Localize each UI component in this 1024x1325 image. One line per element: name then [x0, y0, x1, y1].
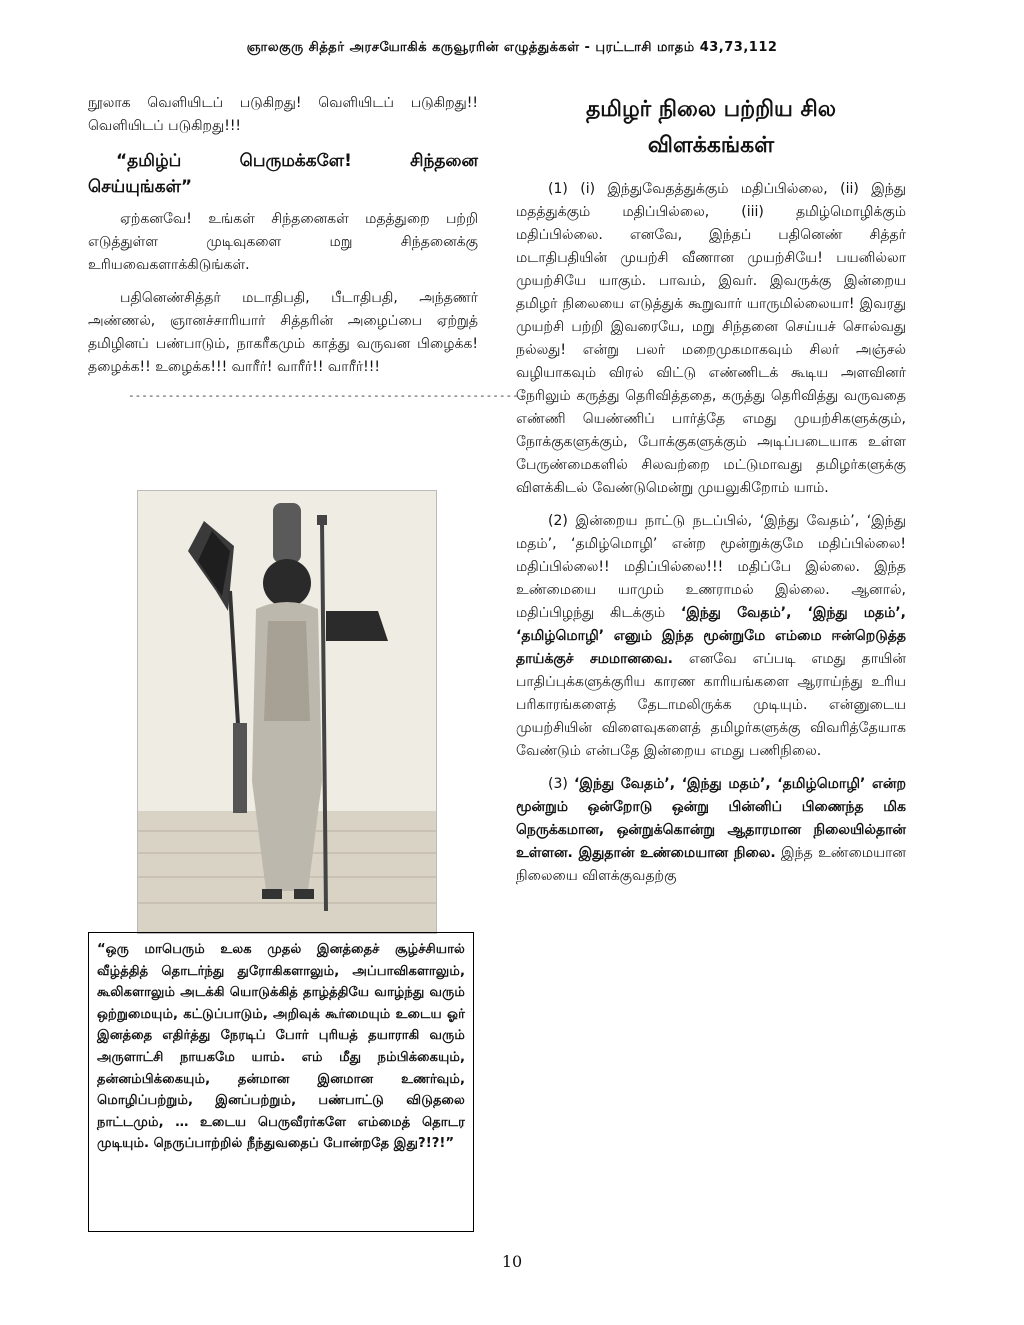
point-3-text-b: இந்த உண்மையான நிலையை விளக்குவதற்கு: [516, 845, 906, 884]
section-subheading: “தமிழ்ப் பெருமக்களே! சிந்தனை செய்யுங்கள்”: [88, 151, 478, 197]
left-column: [88, 92, 526, 402]
point-3-text-a: (3): [548, 776, 575, 792]
point-2-emphasis: ‘இந்து வேதம்’, ‘இந்து மதம்’, ‘தமிழ்மொழி’ எனும் இந்த மூன்றுமே எம்மை ஈன்றெடுத்த தாய்க்குச் சமமானவை.: [516, 605, 906, 667]
point-3-paragraph: [516, 773, 906, 888]
running-header: ஞாலகுரு சித்தர் அரசயோகிக் கருவூரரின் எழுத்துக்கள் - புரட்டாசி மாதம் 43,73,112: [246, 40, 778, 55]
article-title-line-1: தமிழர் நிலை பற்றிய சில: [585, 97, 837, 122]
body-paragraph-1: ஏற்கனவே! உங்கள் சிந்தனைகள் மதத்துறை பற்றி எடுத்துள்ள முடிவுகளை மறு சிந்தனைக்கு உரியவைகளாக்கிடுங்கள்.: [88, 211, 478, 273]
point-2-paragraph: [516, 510, 906, 763]
point-2-text-a: (2) இன்றைய நாட்டு நடப்பில், ‘இந்து வேதம்’, ‘இந்து மதம்’, ‘தமிழ்மொழி’ என்ற மூன்றுக்குமே மதிப்பில்லை! மதிப்பில்லை!! மதிப்பில்லை!!! மதிப்பே இல்லை. இந்த உண்மையை யாமும் உணராமல் இல்லை. ஆனால், மதிப்பிழந்து கிடக்கும்: [516, 513, 906, 621]
page-number: 10: [501, 1252, 523, 1271]
body-paragraph-2: பதினெண்சித்தர் மடாதிபதி, பீடாதிபதி, அந்தணர் அண்ணல், ஞானச்சாரியார் சித்தரின் அழைப்பை ஏற்றுத் தமிழினப் பண்பாடும், நாகரீகமும் காத்து வருவன பிழைக்க! தழைக்க!! உழைக்க!!! வாரீர்! வாரீர்!! வாரீர்!!!: [88, 290, 478, 375]
photo-illustration: [138, 491, 436, 933]
intro-paragraph: நூலாக வெளியிடப் படுகிறது! வெளியிடப் படுகிறது!! வெளியிடப் படுகிறது!!!: [88, 95, 478, 134]
photograph: [137, 490, 437, 934]
article-title: [516, 92, 906, 164]
point-2-text-b: எனவே எப்படி எமது தாயின் பாதிப்புக்களுக்குரிய காரண காரியங்களை ஆராய்ந்து உரிய பரிகாரங்களைத் தேடாமலிருக்க முடியும். என்னுடைய முயற்சியின் விளைவுகளைத் தமிழர்களுக்கு விவரித்தேயாக வேண்டும் என்பதே இன்றைய எமது பணிநிலை.: [516, 651, 906, 759]
point-1-paragraph: (1) (i) இந்துவேதத்துக்கும் மதிப்பில்லை, (ii) இந்து மதத்துக்கும் மதிப்பில்லை, (iii) தமிழ்மொழிக்கும் மதிப்பில்லை. எனவே, இந்தப் பதினெண் சித்தர் மடாதிபதியின் முயற்சி வீணான முயற்சியே! பயனில்லா முயற்சியே யாகும். பாவம், இவர். இவருக்கு இன்றைய தமிழர் நிலையை எடுத்துக் கூறுவார் யாருமில்லையா! இவரது முயற்சி பற்றி இவரையே, மறு சிந்தனை செய்யச் சொல்வது நல்லது! என்று பலர் மறைமுகமாகவும் சிலர் அஞ்சல் வழியாகவும் விரல் விட்டு எண்ணிடக் கூடிய அளவினர் நேரிலும் கருத்து தெரிவித்ததை, கருத்து தெரிவித்து வருவதை எண்ணி யெண்ணிப் பார்த்தே எமது முயற்சிகளுக்கும், நோக்குகளுக்கும், போக்குகளுக்கும் அடிப்படையாக உள்ள பேருண்மைகளில் சிலவற்றை மட்டுமாவது தமிழர்களுக்கு விளக்கிடல் வேண்டுமென்று முயலுகிறோம் யாம்.: [516, 181, 906, 496]
right-column: [516, 92, 906, 898]
divider-line: ------------------------------------------------------------: [128, 389, 526, 402]
point-3-emphasis: ‘இந்து வேதம்’, ‘இந்து மதம்’, ‘தமிழ்மொழி’ என்ற மூன்றும் ஒன்றோடு ஒன்று பின்னிப் பிணைந்த மிக நெருக்கமான, ஒன்றுக்கொன்று ஆதாரமான நிலையில்தான் உள்ளன. இதுதான் உண்மையான நிலை.: [516, 776, 906, 861]
article-title-line-2: விளக்கங்கள்: [647, 133, 775, 158]
photo-caption-box: “ஒரு மாபெரும் உலக முதல் இனத்தைச் சூழ்ச்சியால் வீழ்த்தித் தொடர்ந்து துரோகிகளாலும், அப்பாவிகளாலும், கூலிகளாலும் அடக்கி யொடுக்கித் தாழ்த்தியே வாழ்ந்து வரும் ஒற்றுமையும், கட்டுப்பாடும், அறிவுக் கூர்மையும் உடைய ஓர் இனத்தை எதிர்த்து நேரடிப் போர் புரியத் தயாராகி வரும் அருளாட்சி நாயகமே யாம். எம் மீது நம்பிக்கையும், தன்னம்பிக்கையும், தன்மான இனமான உணர்வும், மொழிப்பற்றும், இனப்பற்றும், பண்பாட்டு விடுதலை நாட்டமும், … உடைய பெருவீரர்களே எம்மைத் தொடர முடியும். நெருப்பாற்றில் நீந்துவதைப் போன்றதே இது?!?!”: [88, 932, 474, 1232]
